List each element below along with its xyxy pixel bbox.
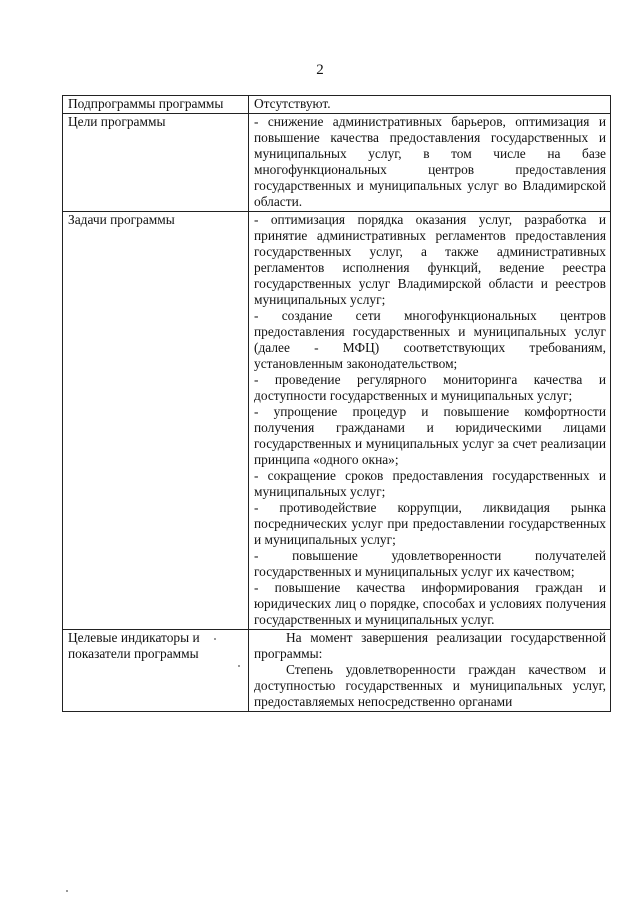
row-value: [249, 212, 611, 630]
row-value: [249, 96, 611, 114]
row-value: [249, 630, 611, 712]
table-row-tasks: [63, 212, 611, 630]
row-label: Задачи программы: [63, 212, 249, 630]
task-paragraph: - повышение удовлетворенности получателей государственных и муниципальных услуг их качеством;: [254, 548, 606, 579]
task-paragraph: - упрощение процедур и повышение комфортности получения гражданами и юридическими лицами государственных и муниципальных услуг за счет реализации принципа «одного окна»;: [254, 404, 606, 467]
task-paragraph: - сокращение сроков предоставления государственных и муниципальных услуг;: [254, 468, 606, 499]
row-label: Цели программы: [63, 114, 249, 212]
task-paragraph: - повышение качества информирования граждан и юридических лиц о порядке, способах и условиях получения государственных и муниципальных услуг.: [254, 580, 606, 627]
table-row-goals: [63, 114, 611, 212]
scan-speck: [66, 890, 68, 892]
row-paragraph: Отсутствуют.: [254, 96, 331, 111]
page-number: 2: [316, 62, 324, 78]
row-label: Подпрограммы программы: [63, 96, 249, 114]
task-paragraph: - противодействие коррупции, ликвидация рынка посреднических услуг при предоставлении государственных и муниципальных услуг;: [254, 500, 606, 547]
table-row-subprograms: [63, 96, 611, 114]
scan-speck: [238, 665, 240, 667]
row-label: Целевые индикаторы и показатели программы: [63, 630, 249, 712]
task-paragraph: - проведение регулярного мониторинга качества и доступности государственных и муниципальных услуг;: [254, 372, 606, 403]
table-row-indicators: [63, 630, 611, 712]
task-paragraph: - создание сети многофункциональных центров предоставления государственных и муниципальных услуг (далее - МФЦ) соответствующих требованиям, установленным законодательством;: [254, 308, 606, 371]
indicator-paragraph: На момент завершения реализации государственной программы:: [254, 630, 606, 661]
indicator-paragraph: Степень удовлетворенности граждан качеством и доступностью государственных и муниципальных услуг, предоставляемых непосредственно органами: [254, 662, 606, 709]
task-paragraph: - оптимизация порядка оказания услуг, разработка и принятие административных регламентов предоставления государственных услуг, а также административных регламентов исполнения функций, ведение реестра государственных услуг Владимирской области и реестров муниципальных услуг;: [254, 212, 606, 307]
program-passport-table: [62, 95, 611, 712]
row-paragraph: - снижение административных барьеров, оптимизация и повышение качества предоставления государственных и муниципальных услуг, в том числе на базе многофункциональных центров предоставления государственных и муниципальных услуг во Владимирской области.: [254, 114, 606, 209]
row-value: [249, 114, 611, 212]
scan-speck: [214, 638, 216, 640]
